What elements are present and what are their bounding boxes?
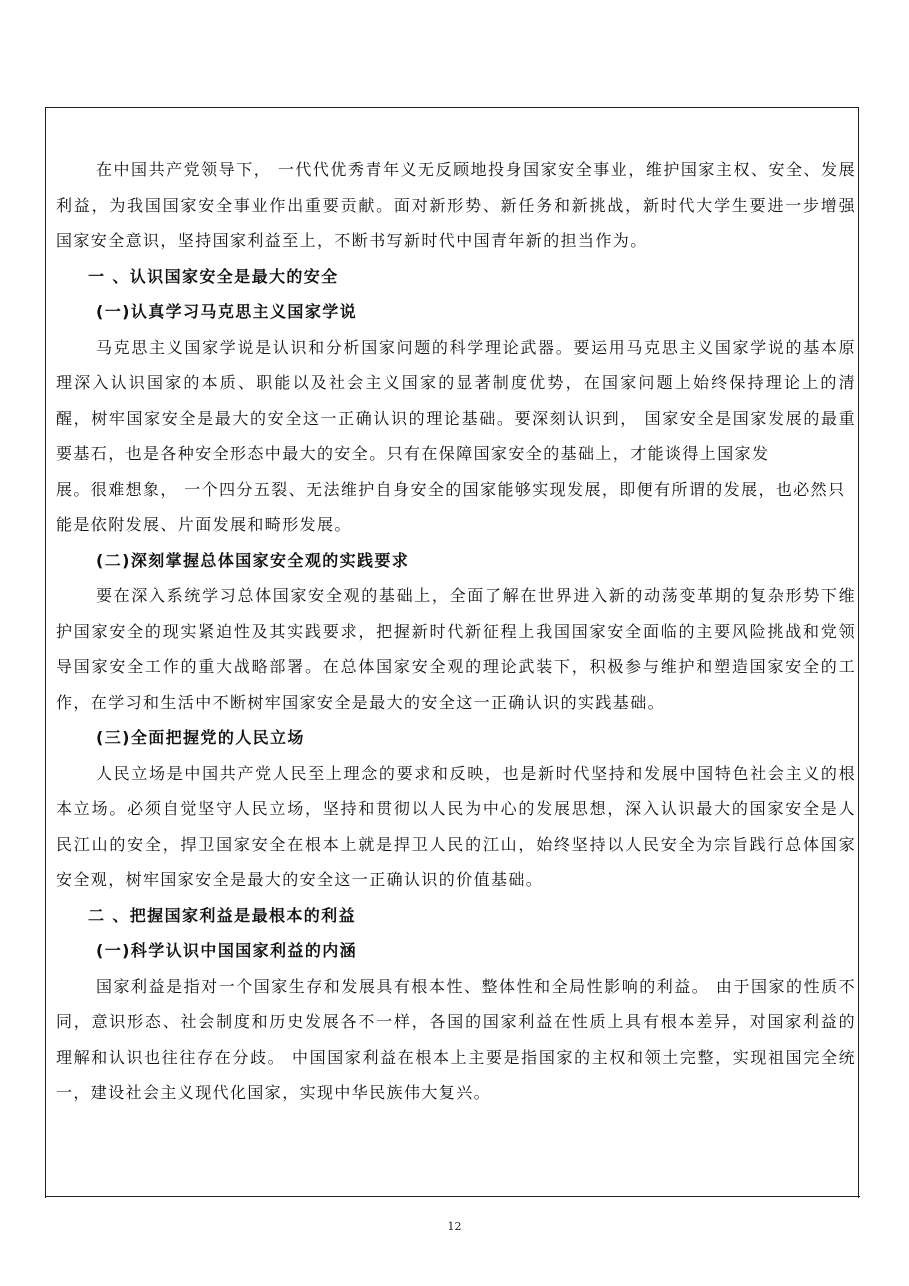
section-2-1-paragraph: 国家利益是指对一个国家生存和发展具有根本性、整体性和全局性影响的利益。 由于国家的性质不同，意识形态、社会制度和历史发展各不一样，各国的国家利益在性质上具有根本差异，对国家利益的理解和认识也往往存在分歧。 中国国家利益在根本上主要是指国家的主权和领土完整，实现祖国完全统一，建设社会主义现代化国家，实现中华民族伟大复兴。 bbox=[56, 976, 856, 1102]
section-1-1-paragraph: 马克思主义国家学说是认识和分析国家问题的科学理论武器。要运用马克思主义国家学说的基本原理深入认识国家的本质、职能以及社会主义国家的显著制度优势，在国家问题上始终保持理论上的清醒，树牢国家安全是最大的安全这一正确认识的理论基础。要深刻认识到， 国家安全是国家发展的最重要基石，也是各种安全形态中最大的安全。只有在保障国家安全的基础上，才能谈得上国家发 bbox=[56, 337, 856, 463]
document-body bbox=[56, 152, 856, 1111]
section-1-heading: 一 、认识国家安全是最大的安全 bbox=[88, 266, 339, 286]
section-2-heading: 二 、把握国家利益是最根本的利益 bbox=[88, 905, 356, 925]
section-2-1-heading: (一)科学认识中国国家利益的内涵 bbox=[96, 941, 358, 960]
section-1-2-paragraph: 要在深入系统学习总体国家安全观的基础上，全面了解在世界进入新的动荡变革期的复杂形势下维护国家安全的现实紧迫性及其实践要求，把握新时代新征程上我国国家安全面临的主要风险挑战和党领导国家安全工作的重大战略部署。在总体国家安全观的理论武装下，积极参与维护和塑造国家安全的工作，在学习和生活中不断树牢国家安全是最大的安全这一正确认识的实践基础。 bbox=[56, 586, 856, 712]
section-1-3-paragraph: 人民立场是中国共产党人民至上理念的要求和反映，也是新时代坚持和发展中国特色社会主义的根本立场。必须自觉坚守人民立场，坚持和贯彻以人民为中心的发展思想，深入认识最大的国家安全是人民江山的安全，捍卫国家安全在根本上就是捍卫人民的江山，始终坚持以人民安全为宗旨践行总体国家安全观，树牢国家安全是最大的安全这一正确认识的价值基础。 bbox=[56, 763, 856, 889]
intro-paragraph: 在中国共产党领导下， 一代代优秀青年义无反顾地投身国家安全事业，维护国家主权、安全、发展利益，为我国国家安全事业作出重要贡献。面对新形势、新任务和新挑战，新时代大学生要进一步增强国家安全意识，坚持国家利益至上，不断书写新时代中国青年新的担当作为。 bbox=[56, 160, 856, 250]
frame-bottom-rule bbox=[45, 1196, 860, 1197]
section-1-3-heading: (三)全面把握党的人民立场 bbox=[96, 728, 305, 747]
page-number: 12 bbox=[447, 1220, 462, 1233]
section-1-1-paragraph-continued: 展。很难想象， 一个四分五裂、无法维护自身安全的国家能够实现发展，即便有所谓的发展，也必然只能是依附发展、片面发展和畸形发展。 bbox=[56, 479, 846, 534]
section-1-2-heading: (二)深刻掌握总体国家安全观的实践要求 bbox=[96, 550, 410, 570]
section-1-1-heading: (一)认真学习马克思主义国家学说 bbox=[96, 302, 358, 321]
